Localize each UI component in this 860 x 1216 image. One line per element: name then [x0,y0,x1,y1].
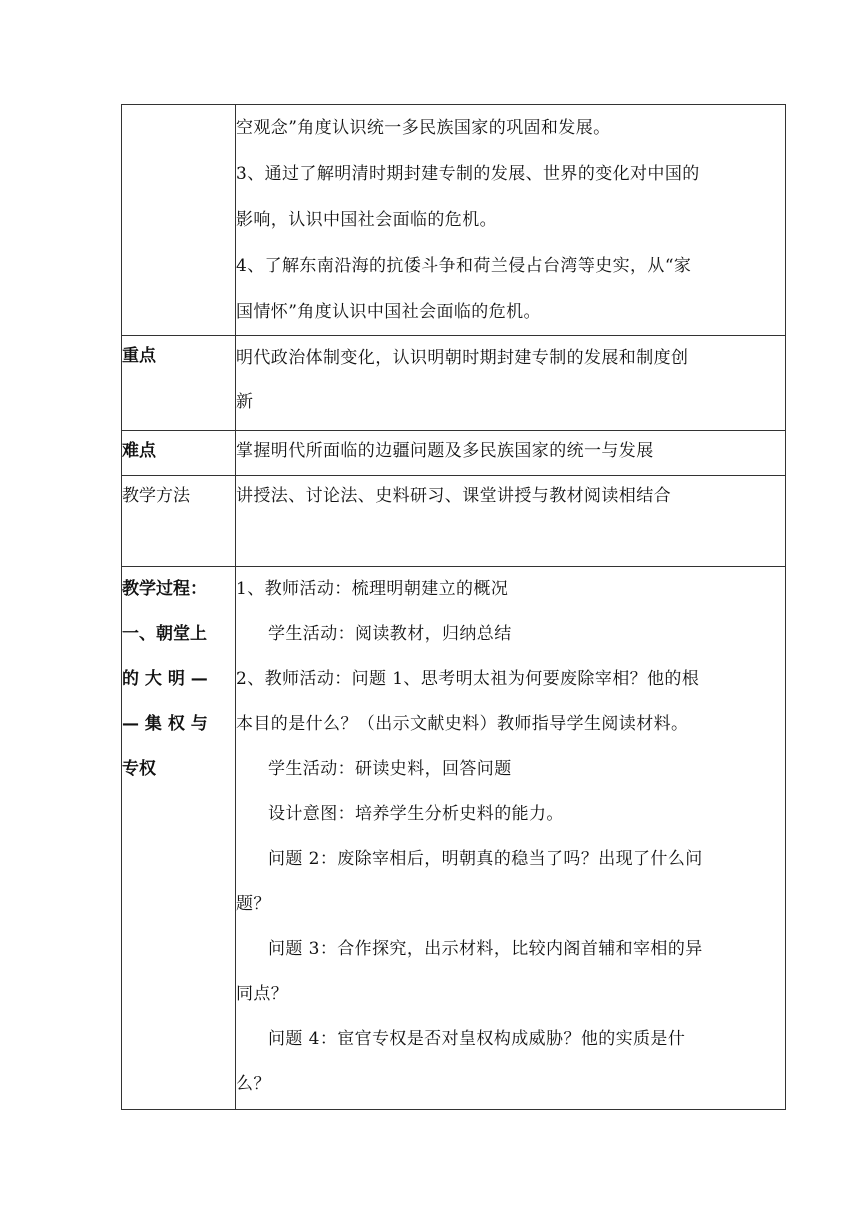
teaching-process-content-cell [236,567,786,1110]
difficult-points-row [122,431,786,476]
process-line: 1、教师活动：梳理明朝建立的概况 [236,579,509,599]
process-line: 同点？ [236,984,289,1004]
key-points-content-cell [236,336,786,431]
process-line: 2、教师活动：问题 1、思考明太祖为何要废除宰相？他的根 [236,669,700,689]
process-line: 设计意图：培养学生分析史料的能力。 [268,804,564,824]
process-label-line: 教学过程： [122,579,207,599]
process-line: 问题 3：合作探究，出示材料，比较内阁首辅和宰相的异 [268,939,703,959]
process-label-line: 专权 [122,759,156,779]
process-line: 么？ [236,1074,271,1094]
key-points-line: 新 [236,392,254,412]
key-points-row [122,336,786,431]
process-label-line: — 集 权 与 [122,714,208,734]
process-label-line: 一、朝堂上 [122,624,207,644]
process-line: 学生活动：阅读教材，归纳总结 [268,624,512,644]
key-points-label: 重点 [122,346,156,366]
process-line: 本目的是什么？（出示文献史料）教师指导学生阅读材料。 [236,714,689,734]
teaching-method-text: 讲授法、讨论法、史料研习、课堂讲授与教材阅读相结合 [236,486,671,506]
objectives-line: 国情怀”角度认识中国社会面临的危机。 [236,302,541,322]
process-label-line: 的 大 明 — [122,669,208,689]
teaching-method-row [122,476,786,567]
difficult-points-text: 掌握明代所面临的边疆问题及多民族国家的统一与发展 [236,441,654,461]
teaching-method-content-cell [236,476,786,567]
objectives-line: 空观念”角度认识统一多民族国家的巩固和发展。 [236,118,611,138]
process-line: 问题 2：废除宰相后，明朝真的稳当了吗？出现了什么问 [268,849,703,869]
process-line: 学生活动：研读史料，回答问题 [268,759,512,779]
teaching-method-label: 教学方法 [122,486,190,506]
teaching-process-row [122,567,786,1110]
key-points-label-cell [122,336,236,431]
process-line: 问题 4：宦官专权是否对皇权构成威胁？他的实质是什 [268,1029,686,1049]
difficult-points-content-cell [236,431,786,476]
teaching-method-label-cell [122,476,236,567]
objectives-content-cell [236,105,786,336]
objectives-line: 4、了解东南沿海的抗倭斗争和荷兰侵占台湾等史实，从“家 [236,256,692,276]
lesson-plan-table [121,104,786,1110]
key-points-line: 明代政治体制变化，认识明朝时期封建专制的发展和制度创 [236,348,689,368]
process-line: 题？ [236,894,271,914]
difficult-points-label-cell [122,431,236,476]
objectives-label-cell [122,105,236,336]
objectives-line: 影响，认识中国社会面临的危机。 [236,210,497,230]
teaching-process-label-cell [122,567,236,1110]
objectives-line: 3、通过了解明清时期封建专制的发展、世界的变化对中国的 [236,164,700,184]
difficult-points-label: 难点 [122,441,156,461]
objectives-row [122,105,786,336]
